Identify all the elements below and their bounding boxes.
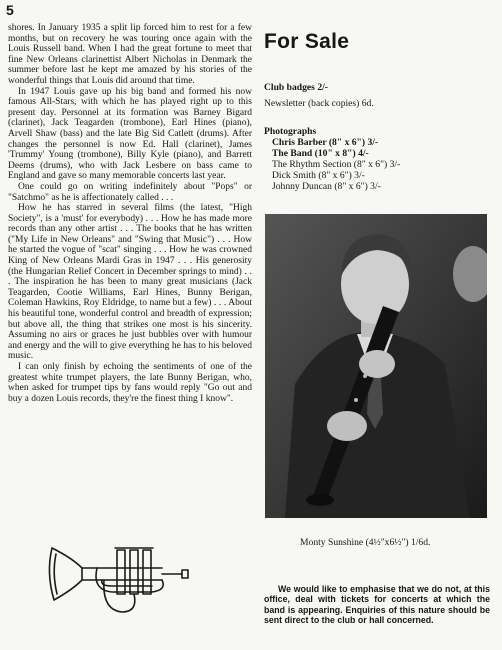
article-paragraph: One could go on writing indefinitely about "Pops" or "Satchmo" as he is affectionately called . . . bbox=[8, 181, 252, 203]
article-paragraph: I can only finish by echoing the sentiments of one of the greatest white trumpet players, the late Bunny Berigan, who, when asked for trumpet tips by fans would reply "Go out and buy a dozen Louis records, they're the finest thing I know". bbox=[8, 362, 252, 404]
club-badges-item: Club badges 2/- bbox=[264, 82, 328, 93]
article-paragraph: How he has starred in several films (the latest, "High Society", is a 'must' for everybody) . . . How he has made more records than any other artist . . . The books that he has written ("My Life in New Orleans" and "Swing that Music") . . . How he started the vogue of "scat" singing . . . How he was crowned King of New Orleans Mardi Gras in 1947 . . . His generosity (the Hungarian Relief Concert in December springs to mind) . . . The inspiration he has been to many great musicians (Jack Teagarden, Cootie Williams, Earl Hines, Bunny Berigan, Coleman Hawkins, Roy Eldridge, to name but a few) . . . About his beautiful tone, wonderful control and breadth of expression; but above all, the thing that strikes one most is his sincerity. Assuming no airs or graces he just bubbles over with humour and energy and the will to give everything he has to his beloved music. bbox=[8, 203, 252, 362]
photo-item: Johnny Duncan (8" x 6") 3/- bbox=[272, 181, 381, 192]
photo-caption: Monty Sunshine (4½"x6½") 1/6d. bbox=[300, 537, 431, 548]
page-number: 5 bbox=[6, 2, 14, 18]
for-sale-title: For Sale bbox=[264, 30, 350, 53]
photo-item: Chris Barber (8" x 6") 3/- bbox=[272, 137, 379, 148]
photo-item: Dick Smith (8" x 6") 3/- bbox=[272, 170, 365, 181]
tickets-notice: We would like to emphasise that we do not, at this office, deal with tickets for concerts at which the band is appearing. Enquiries of this nature should be sent direct to the club or hall concerned. bbox=[264, 584, 490, 626]
clarinettist-photo-image bbox=[265, 214, 487, 518]
photo-item: The Band (10" x 8") 4/- bbox=[272, 148, 369, 159]
clarinettist-photo bbox=[265, 214, 487, 518]
newsletter-item: Newsletter (back copies) 6d. bbox=[264, 98, 374, 109]
article-column bbox=[8, 23, 252, 404]
article-paragraph: In 1947 Louis gave up his big band and formed his now famous All-Stars, with which he has played right up to this present day. Personnel at its formation was Barney Bigard (clarinet), Jack Teagarden (trombone), Earl Hines (piano), Arvell Shaw (bass) and the late Big Sid Catlett (drums). After changes the personnel is now Ed. Hall (clarinet), James 'Trummy' Young (trombone), Billy Kyle (piano), and Barrett Deems (drums), who with Jack Lesbere on bass came to England and gave so many memorable concerts last year. bbox=[8, 86, 252, 182]
photographs-heading: Photographs bbox=[264, 126, 317, 137]
trumpet-icon bbox=[42, 528, 192, 618]
photo-item: The Rhythm Section (8" x 6") 3/- bbox=[272, 159, 401, 170]
article-paragraph: shores. In January 1935 a split lip forced him to rest for a few months, but on recovery he was touring once again with the Louis Russell band. When I had the great fortune to meet that fine New Orleans clarinettist Albert Nicholas in Denmark the summer before last he kept me amazed by his stories of the wonderful things that Louis did around that time. bbox=[8, 23, 252, 86]
